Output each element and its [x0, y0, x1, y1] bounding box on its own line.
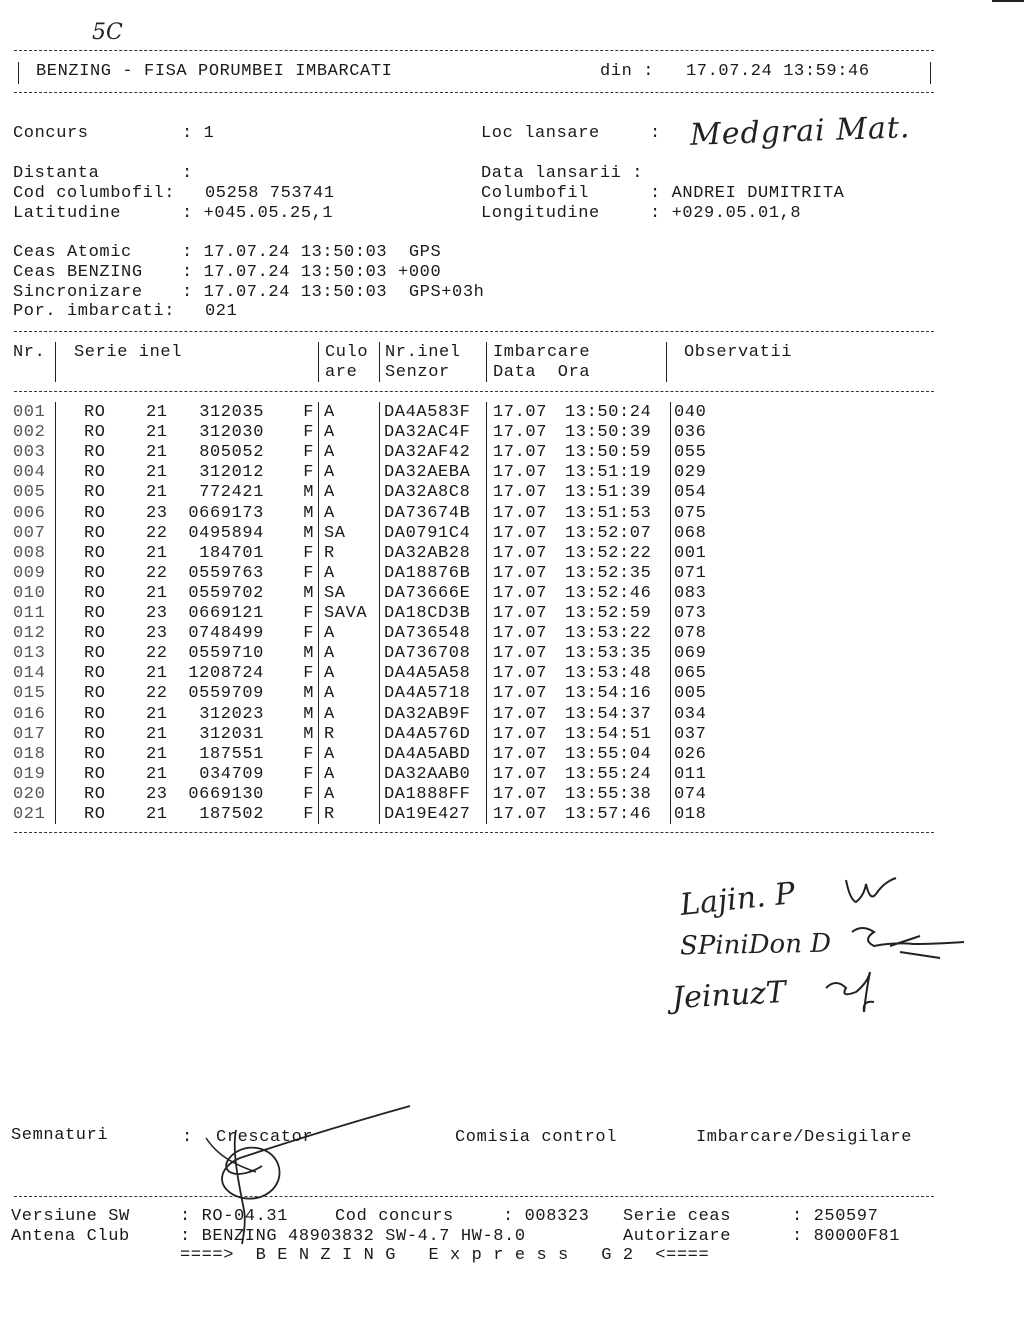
cell-ring: 312023: [199, 704, 264, 724]
cell-color: A: [324, 483, 335, 503]
cell-country: RO: [84, 744, 106, 764]
cell-ring: 312031: [199, 724, 264, 744]
cell-nr: 010: [13, 583, 46, 603]
cell-nr: 007: [13, 523, 46, 543]
cell-sex: F: [303, 563, 314, 583]
cell-sex: M: [303, 523, 314, 543]
cell-time: 13:57:46: [565, 805, 652, 824]
cell-year: 21: [146, 483, 168, 503]
cell-date: 17.07: [493, 483, 548, 503]
cell-year: 21: [146, 443, 168, 463]
col-header-data-ora: Data Ora: [493, 363, 591, 382]
cell-observatii: 075: [674, 503, 707, 523]
cell-color: A: [324, 463, 335, 483]
cod-columbofil-value: 05258 753741: [205, 184, 335, 203]
cell-ring: 0559709: [188, 684, 264, 704]
cell-date: 17.07: [493, 503, 548, 523]
cell-sensor: DA19E427: [384, 805, 471, 824]
por-imbarcati-label: Por. imbarcati:: [13, 302, 176, 321]
cell-observatii: 005: [674, 684, 707, 704]
cell-nr: 001: [13, 403, 46, 422]
cell-color: R: [324, 543, 335, 563]
cell-observatii: 029: [674, 463, 707, 483]
cell-color: A: [324, 664, 335, 684]
cell-color: A: [324, 644, 335, 664]
cell-date: 17.07: [493, 543, 548, 563]
cell-sex: F: [303, 443, 314, 463]
loc-lansare-handwritten: Medgrai Mat.: [689, 110, 911, 153]
cell-sensor: DA736548: [384, 624, 471, 644]
ceas-benzing-label: Ceas BENZING: [13, 263, 143, 282]
ceas-atomic-label: Ceas Atomic: [13, 243, 132, 262]
cell-color: A: [324, 704, 335, 724]
cell-nr: 005: [13, 483, 46, 503]
latitudine-value: : +045.05.25,1: [182, 204, 334, 223]
cell-sensor: DA32AB9F: [384, 704, 471, 724]
cell-nr: 011: [13, 604, 46, 623]
cell-ring: 0669130: [188, 784, 264, 804]
cell-observatii: 073: [674, 604, 707, 623]
cell-time: 13:51:39: [565, 483, 652, 503]
page-mark: 5C: [92, 20, 123, 45]
cell-ring: 0495894: [188, 523, 264, 543]
cell-country: RO: [84, 684, 106, 704]
cell-sex: F: [303, 543, 314, 563]
cell-sensor: DA32AEBA: [384, 463, 471, 483]
cell-color: A: [324, 423, 335, 443]
cell-country: RO: [84, 403, 106, 422]
cell-color: A: [324, 503, 335, 523]
cell-time: 13:54:16: [565, 684, 652, 704]
cell-time: 13:50:59: [565, 443, 652, 463]
col-header-nr: Nr.: [13, 343, 46, 362]
cell-ring: 0748499: [188, 624, 264, 644]
cell-ring: 805052: [199, 443, 264, 463]
cell-ring: 312035: [199, 403, 264, 422]
cell-observatii: 036: [674, 423, 707, 443]
cell-sex: M: [303, 684, 314, 704]
cod-concurs-label: Cod concurs: [335, 1207, 454, 1226]
cell-nr: 019: [13, 764, 46, 784]
cell-observatii: 018: [674, 805, 707, 824]
cell-sensor: DA32AB28: [384, 543, 471, 563]
versiune-sw-label: Versiune SW: [11, 1207, 130, 1226]
cell-color: A: [324, 784, 335, 804]
sincronizare-label: Sincronizare: [13, 283, 143, 302]
cell-sensor: DA18CD3B: [384, 604, 471, 623]
cell-ring: 187502: [199, 805, 264, 824]
cell-sensor: DA4A583F: [384, 403, 471, 422]
cell-color: A: [324, 764, 335, 784]
cell-time: 13:55:38: [565, 784, 652, 804]
cell-time: 13:52:07: [565, 523, 652, 543]
cell-year: 21: [146, 704, 168, 724]
cell-country: RO: [84, 423, 106, 443]
cell-country: RO: [84, 704, 106, 724]
cell-sex: M: [303, 724, 314, 744]
serie-ceas-label: Serie ceas: [623, 1207, 732, 1226]
ceas-atomic-value: : 17.07.24 13:50:03 GPS: [182, 243, 442, 262]
cell-year: 21: [146, 583, 168, 603]
cell-nr: 014: [13, 664, 46, 684]
footer-rule: [14, 1196, 934, 1197]
distanta-label: Distanta: [13, 164, 100, 183]
cell-date: 17.07: [493, 744, 548, 764]
cell-sensor: DA32AC4F: [384, 423, 471, 443]
concurs-value: : 1: [182, 124, 215, 143]
cell-ring: 0669173: [188, 503, 264, 523]
cell-observatii: 037: [674, 724, 707, 744]
por-imbarcati-value: 021: [205, 302, 238, 321]
cell-year: 22: [146, 563, 168, 583]
cell-time: 13:50:24: [565, 403, 652, 422]
cell-sensor: DA32A8C8: [384, 483, 471, 503]
col-header-nrinel: Nr.inel: [385, 343, 461, 362]
cell-time: 13:50:39: [565, 423, 652, 443]
cell-observatii: 069: [674, 644, 707, 664]
cell-nr: 012: [13, 624, 46, 644]
cell-sensor: DA32AF42: [384, 443, 471, 463]
cell-ring: 0669121: [188, 604, 264, 623]
cell-country: RO: [84, 463, 106, 483]
cell-year: 22: [146, 644, 168, 664]
cell-ring: 034709: [199, 764, 264, 784]
sincronizare-value: : 17.07.24 13:50:03 GPS+03h: [182, 283, 485, 302]
cell-color: R: [324, 724, 335, 744]
cell-observatii: 074: [674, 784, 707, 804]
cell-ring: 0559702: [188, 583, 264, 603]
cell-ring: 772421: [199, 483, 264, 503]
cell-color: A: [324, 744, 335, 764]
cell-date: 17.07: [493, 443, 548, 463]
cell-date: 17.07: [493, 704, 548, 724]
cell-nr: 013: [13, 644, 46, 664]
col-header-culoare-2: are: [325, 363, 358, 382]
concurs-label: Concurs: [13, 124, 89, 143]
cell-sex: M: [303, 704, 314, 724]
cell-sensor: DA1888FF: [384, 784, 471, 804]
cell-year: 21: [146, 764, 168, 784]
cell-observatii: 034: [674, 704, 707, 724]
cell-country: RO: [84, 805, 106, 824]
cell-sex: F: [303, 744, 314, 764]
cell-observatii: 054: [674, 483, 707, 503]
cell-year: 23: [146, 604, 168, 623]
cell-observatii: 068: [674, 523, 707, 543]
cell-color: A: [324, 624, 335, 644]
ceas-benzing-value: : 17.07.24 13:50:03 +000: [182, 263, 442, 282]
col-header-observatii: Observatii: [684, 343, 793, 362]
cell-date: 17.07: [493, 604, 548, 623]
cell-year: 21: [146, 543, 168, 563]
handwritten-name-1: Lajin. P: [678, 876, 797, 923]
cell-year: 21: [146, 403, 168, 422]
cell-date: 17.07: [493, 523, 548, 543]
cell-date: 17.07: [493, 764, 548, 784]
cell-sex: F: [303, 423, 314, 443]
cell-sensor: DA4A5ABD: [384, 744, 471, 764]
cell-date: 17.07: [493, 423, 548, 443]
cell-sex: M: [303, 503, 314, 523]
cell-country: RO: [84, 523, 106, 543]
cell-year: 21: [146, 463, 168, 483]
cell-sensor: DA73666E: [384, 583, 471, 603]
cod-concurs-value: : 008323: [503, 1207, 590, 1226]
versiune-sw-value: : RO-04.31: [180, 1207, 289, 1226]
cell-country: RO: [84, 724, 106, 744]
cell-sex: F: [303, 784, 314, 804]
cell-time: 13:52:59: [565, 604, 652, 623]
cell-date: 17.07: [493, 664, 548, 684]
cell-color: A: [324, 684, 335, 704]
cell-country: RO: [84, 624, 106, 644]
loc-lansare-label: Loc lansare: [481, 124, 600, 143]
distanta-value: :: [182, 164, 193, 183]
cell-date: 17.07: [493, 563, 548, 583]
cell-sex: F: [303, 463, 314, 483]
cell-nr: 020: [13, 784, 46, 804]
cell-sensor: DA4A5718: [384, 684, 471, 704]
semnaturi-label: Semnaturi: [11, 1126, 109, 1145]
cell-country: RO: [84, 543, 106, 563]
cell-sensor: DA736708: [384, 644, 471, 664]
cell-country: RO: [84, 644, 106, 664]
cell-color: SAVA: [324, 604, 368, 623]
cell-time: 13:54:37: [565, 704, 652, 724]
cell-observatii: 071: [674, 563, 707, 583]
cell-observatii: 026: [674, 744, 707, 764]
longitudine-label: Longitudine: [481, 204, 600, 223]
cell-time: 13:52:46: [565, 583, 652, 603]
loc-lansare-colon: :: [650, 124, 661, 143]
cell-color: R: [324, 805, 335, 824]
cell-year: 21: [146, 805, 168, 824]
antena-club-value: : BENZING 48903832 SW-4.7 HW-8.0: [180, 1227, 526, 1246]
cell-color: A: [324, 403, 335, 422]
cell-nr: 009: [13, 563, 46, 583]
cell-country: RO: [84, 503, 106, 523]
cell-time: 13:51:53: [565, 503, 652, 523]
cell-sensor: DA32AAB0: [384, 764, 471, 784]
autorizare-value: : 80000F81: [792, 1227, 901, 1246]
cell-country: RO: [84, 483, 106, 503]
cell-observatii: 078: [674, 624, 707, 644]
cell-sex: F: [303, 664, 314, 684]
col-header-senzor: Senzor: [385, 363, 450, 382]
cell-sensor: DA73674B: [384, 503, 471, 523]
comisia-control-label: Comisia control: [455, 1128, 618, 1147]
antena-club-label: Antena Club: [11, 1227, 130, 1246]
cell-ring: 187551: [199, 744, 264, 764]
cell-year: 23: [146, 624, 168, 644]
cell-time: 13:53:35: [565, 644, 652, 664]
cell-ring: 312030: [199, 423, 264, 443]
cell-time: 13:51:19: [565, 463, 652, 483]
cell-color: A: [324, 563, 335, 583]
cell-ring: 0559763: [188, 563, 264, 583]
cell-sex: F: [303, 624, 314, 644]
cell-observatii: 083: [674, 583, 707, 603]
cell-nr: 002: [13, 423, 46, 443]
cell-sex: M: [303, 644, 314, 664]
cell-date: 17.07: [493, 805, 548, 824]
benzing-express-banner: ====> B E N Z I N G E x p r e s s G 2 <====: [180, 1246, 710, 1265]
cell-year: 23: [146, 784, 168, 804]
imbarcare-desigilare-label: Imbarcare/Desigilare: [696, 1128, 913, 1147]
cell-sex: F: [303, 805, 314, 824]
cell-sensor: DA4A576D: [384, 724, 471, 744]
latitudine-label: Latitudine: [13, 204, 122, 223]
cell-year: 22: [146, 523, 168, 543]
cell-nr: 021: [13, 805, 46, 824]
cell-date: 17.07: [493, 583, 548, 603]
cell-date: 17.07: [493, 784, 548, 804]
cell-sex: F: [303, 403, 314, 422]
cell-nr: 016: [13, 704, 46, 724]
cell-country: RO: [84, 563, 106, 583]
cell-country: RO: [84, 443, 106, 463]
autorizare-label: Autorizare: [623, 1227, 732, 1246]
cell-sex: M: [303, 483, 314, 503]
cell-time: 13:52:35: [565, 563, 652, 583]
col-header-culo: Culo: [325, 343, 369, 362]
cell-country: RO: [84, 784, 106, 804]
cell-nr: 004: [13, 463, 46, 483]
handwritten-name-3: JeinuzT: [671, 975, 787, 1016]
cell-ring: 1208724: [188, 664, 264, 684]
cell-observatii: 065: [674, 664, 707, 684]
longitudine-value: : +029.05.01,8: [650, 204, 802, 223]
cod-columbofil-label: Cod columbofil:: [13, 184, 176, 203]
document-title: BENZING - FISA PORUMBEI IMBARCATI: [36, 62, 393, 81]
cell-nr: 018: [13, 744, 46, 764]
columbofil-value: : ANDREI DUMITRITA: [650, 184, 845, 203]
din-timestamp: 17.07.24 13:59:46: [686, 62, 870, 81]
cell-sex: M: [303, 583, 314, 603]
handwritten-name-2: SPiniDon D: [679, 928, 832, 962]
cell-nr: 003: [13, 443, 46, 463]
cell-country: RO: [84, 583, 106, 603]
cell-observatii: 001: [674, 543, 707, 563]
cell-year: 21: [146, 423, 168, 443]
cell-time: 13:53:48: [565, 664, 652, 684]
semnaturi-colon: :: [182, 1128, 193, 1147]
columbofil-label: Columbofil: [481, 184, 590, 203]
cell-date: 17.07: [493, 403, 548, 422]
cell-sensor: DA18876B: [384, 563, 471, 583]
cell-ring: 184701: [199, 543, 264, 563]
data-lansarii-label: Data lansarii :: [481, 164, 644, 183]
cell-time: 13:53:22: [565, 624, 652, 644]
cell-date: 17.07: [493, 624, 548, 644]
din-label: din :: [600, 62, 655, 81]
cell-time: 13:55:04: [565, 744, 652, 764]
cell-country: RO: [84, 604, 106, 623]
cell-year: 23: [146, 503, 168, 523]
cell-year: 22: [146, 684, 168, 704]
col-header-imbarcare: Imbarcare: [493, 343, 591, 362]
cell-nr: 015: [13, 684, 46, 704]
cell-time: 13:54:51: [565, 724, 652, 744]
cell-sensor: DA0791C4: [384, 523, 471, 543]
cell-ring: 312012: [199, 463, 264, 483]
cell-time: 13:55:24: [565, 764, 652, 784]
cell-nr: 017: [13, 724, 46, 744]
cell-sex: F: [303, 604, 314, 623]
cell-country: RO: [84, 764, 106, 784]
cell-nr: 006: [13, 503, 46, 523]
cell-date: 17.07: [493, 724, 548, 744]
cell-observatii: 011: [674, 764, 707, 784]
cell-ring: 0559710: [188, 644, 264, 664]
cell-sex: F: [303, 764, 314, 784]
cell-color: SA: [324, 583, 346, 603]
col-header-serie: Serie inel: [74, 343, 183, 362]
cell-date: 17.07: [493, 684, 548, 704]
cell-date: 17.07: [493, 644, 548, 664]
cell-country: RO: [84, 664, 106, 684]
serie-ceas-value: : 250597: [792, 1207, 879, 1226]
cell-time: 13:52:22: [565, 543, 652, 563]
cell-color: A: [324, 443, 335, 463]
cell-year: 21: [146, 664, 168, 684]
cell-observatii: 055: [674, 443, 707, 463]
cell-year: 21: [146, 724, 168, 744]
crescator-label: Crescator: [216, 1128, 314, 1147]
cell-color: SA: [324, 523, 346, 543]
cell-date: 17.07: [493, 463, 548, 483]
cell-year: 21: [146, 744, 168, 764]
cell-nr: 008: [13, 543, 46, 563]
cell-observatii: 040: [674, 403, 707, 422]
cell-sensor: DA4A5A58: [384, 664, 471, 684]
